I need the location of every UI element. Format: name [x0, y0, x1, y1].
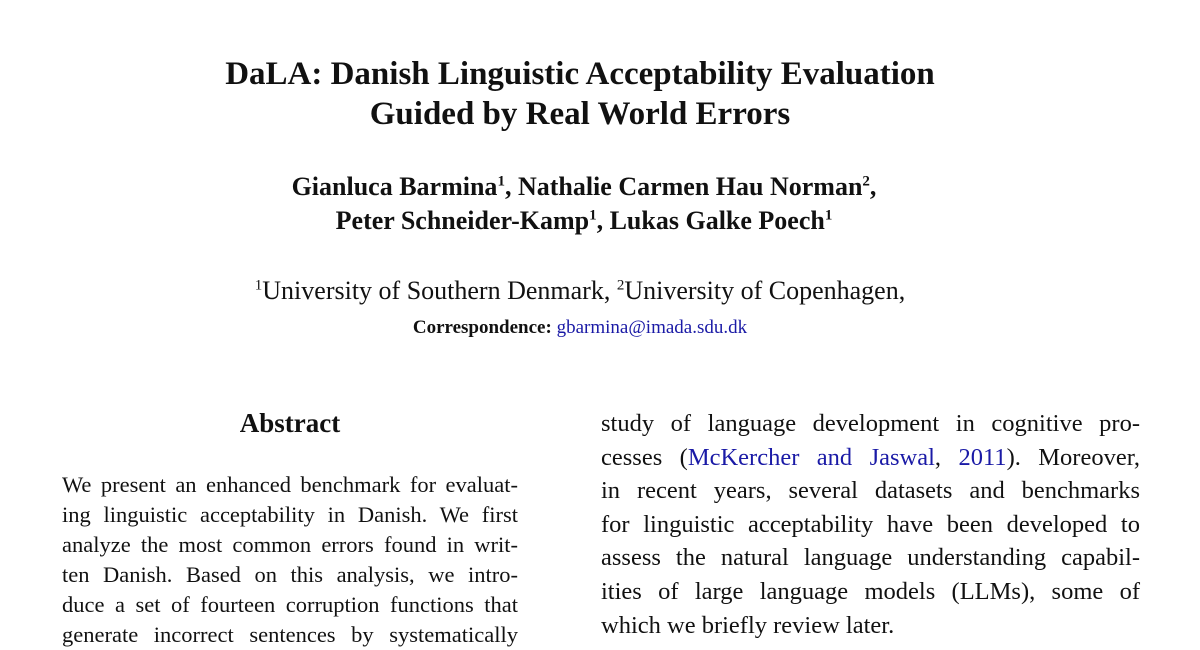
paper-title-line-1: DaLA: Danish Linguistic Acceptability Evaluation	[225, 56, 935, 92]
paper-title-line-2: Guided by Real World Errors	[369, 96, 791, 132]
paper-title	[0, 54, 1160, 134]
correspondence-label: Correspondence:	[412, 317, 552, 338]
body-line: for linguistic acceptability have been developed to	[601, 510, 1140, 538]
body-line: which we briefly review later.	[601, 611, 895, 639]
author-line-1: Gianluca Barmina$^1$, Nathalie Carmen Hau Norman$^2$,	[291, 172, 877, 201]
body-text: ). Moreover,	[1006, 443, 1141, 471]
author-affiliation-mark: 1	[589, 207, 597, 224]
affiliation-name: University of Copenhagen,	[624, 276, 906, 305]
abstract-line: generate incorrect sentences by systematically	[62, 622, 518, 647]
author-affiliation-mark: 2	[862, 173, 870, 190]
affiliation-mark: 2	[616, 277, 625, 294]
abstract-line: We present an enhanced benchmark for evaluat-	[62, 472, 518, 497]
abstract-line: ten Danish. Based on this analysis, we intro-	[62, 562, 518, 587]
abstract-heading: Abstract	[239, 408, 341, 438]
citation-separator: ,	[934, 443, 959, 471]
author-list	[0, 170, 1168, 238]
affiliation-name: University of Southern Denmark,	[262, 276, 617, 305]
abstract-line: analyze the most common errors found in writ-	[62, 532, 518, 557]
correspondence-email-link[interactable]: gbarmina@imada.sdu.dk	[556, 317, 748, 338]
body-line: study of language development in cognitive pro-	[601, 410, 1140, 437]
body-line: in recent years, several datasets and benchmarks	[601, 477, 1140, 505]
abstract-text	[62, 470, 518, 650]
abstract-line: ing linguistic acceptability in Danish. We first	[62, 502, 518, 527]
body-line: ities of large language models (LLMs), some of	[601, 577, 1140, 605]
body-line	[601, 441, 1140, 475]
affiliations	[0, 274, 1160, 308]
affiliation-mark: 1	[254, 277, 263, 294]
correspondence	[0, 315, 1160, 341]
citation-year-link[interactable]: 2011	[958, 443, 1007, 471]
author-name: Lukas Galke Poech	[609, 206, 825, 235]
body-text-right-column	[601, 407, 1140, 642]
author-name: Nathalie Carmen Hau Norman	[517, 172, 863, 201]
author-affiliation-mark: 1	[824, 207, 833, 224]
author-line-2: Peter Schneider-Kamp$^1$, Lukas Galke Poech$^1$	[335, 206, 833, 235]
author-name: Peter Schneider-Kamp	[335, 206, 590, 235]
body-text: cesses (	[601, 443, 688, 471]
author-name: Gianluca Barmina	[291, 172, 498, 201]
author-affiliation-mark: 1	[497, 173, 505, 190]
abstract-line: duce a set of fourteen corruption functions that	[62, 592, 518, 617]
citation-authors-link[interactable]: McKercher and Jaswal	[687, 443, 935, 471]
body-line: assess the natural language understanding capabil-	[601, 544, 1140, 572]
